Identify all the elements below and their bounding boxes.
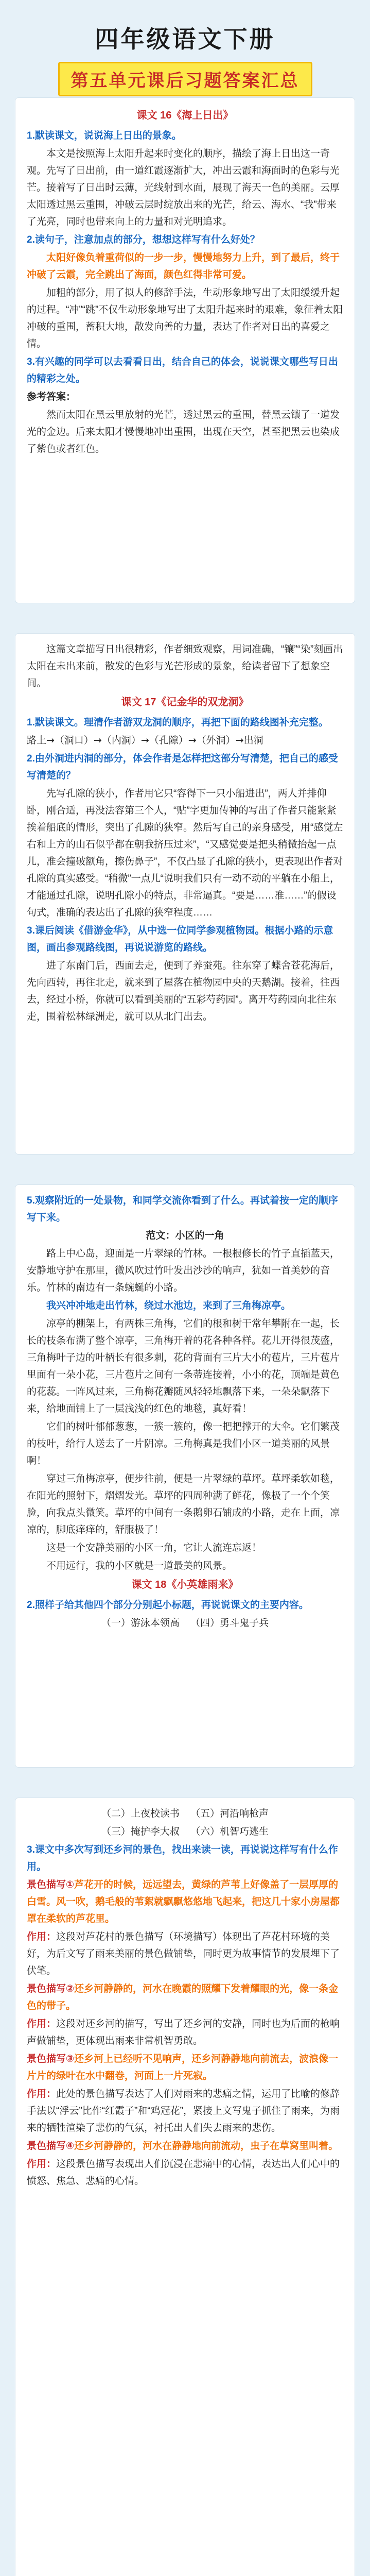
question-3: 3.课文中多次写到还乡河的景色，找出来读一读，再说说这样写有什么作用。 [27,1844,338,1872]
example-title: 范文：小区的一角 [146,1230,224,1241]
subtitle-four: （四）勇斗鬼子兵 [190,1618,269,1629]
example-paragraph-3: 凉亭的棚架上，有两株三角梅，它们的根和树干常年攀附在一起，长长的枝条布满了整个凉亭，三角梅开着的花各种各样。花儿开得很茂盛，三角梅叶子边的叶柄长有很多刺，花的背面有三片大小的苞片，三片苞片里面有一朵小花，三片苞片之间有一条蒂连接着，小小的花，顶端是黄色的花蕊。一阵风过来，三角梅花瓣随风轻轻地飘落下来，一朵朵飘落下来，给地面铺上了一层浅浅的红色的地毯，真好看！ [27,1318,340,1414]
question-5: 5.观察附近的一处景物，和同学交流你看到了什么。再试着按一定的顺序写下来。 [27,1195,338,1223]
header [0,0,370,96]
subtitle-row-3 [27,1823,343,1840]
example-paragraph-1: 路上中心岛，迎面是一片翠绿的竹林。一根根修长的竹子直插蓝天，安静地守护在那里，微风吹过竹叶发出沙沙的响声，犹如一首美妙的音乐。竹林的南边有一条蜿蜒的小路。 [27,1248,340,1293]
page-title: 四年级语文下册 [95,25,275,53]
subtitle-one: （一）游泳本领高 [101,1618,180,1629]
lesson-title-17: 课文 17《记金华的双龙洞》 [121,697,249,708]
card-exercise-5-lesson-18 [15,1185,355,1767]
answer-2: 先写孔隙的狭小，作者用它只“容得下一只小船进出”，两人并排仰卧，刚合适，再没法容第三个人，“贴”字更加传神的写出了作者只能紧紧挨着船底的情形，突出了孔隙的狭窄。然后写自己的亲身感受，用“感觉左右和上方的山石似乎都在朝我挤压过来”，“又感觉要是把头稍微抬起一点儿，准会撞破额角，擦伤鼻子”，不仅凸显了孔隙的狭小，更表现出作者对孔隙的真实感受。“稍微”一点儿“说明我们只有一动不动的平躺在小船上，才能通过孔隙，说明孔隙小的特点，非常逼真。“要是……准……”的假设句式，准确的表达出了孔隙的狭窄程度…… [27,788,343,918]
effect-4: 作用：这段景色描写表现出人们沉浸在悲痛中的心情，表达出人们心中的愤怒、焦急、悲痛的心情。 [27,2159,340,2187]
card-lesson-17 [15,634,355,1154]
example-paragraph-6: 这是一个安静美丽的小区一角，它让人流连忘返！ [46,1543,262,1553]
page-subtitle: 第五单元课后习题答案汇总 [58,62,312,96]
subtitle-five: （五）河沿响枪声 [190,1808,269,1819]
answer-1: 本文是按照海上太阳升起来时变化的顺序，描绘了海上日出这一奇观。先写了日出前，由一道红霞逐渐扩大，冲出云霞和海面时的色彩与光芒。接着写了日出时云薄，光线射到水面，展现了海天一色的美丽。云厚太阳透过黑云重围，冲破云层时绽放出来的光芒，给云、海水、“我”带来了光亮，同时也带来向上的力量和对光明追求。 [27,148,340,227]
question-2-quote: 太阳好像负着重荷似的一步一步，慢慢地努力上升，到了最后，终于冲破了云霞，完全跳出了海面，颜色红得非常可爱。 [27,252,340,280]
scene-1: 景色描写①芦花开的时候，远远望去，黄绿的芦苇上好像盖了一层厚厚的白雪。风一吹，鹅毛般的苇絮就飘飘悠悠地飞起来，把这几十家小房屋都罩在柔软的芦花里。 [27,1879,340,1924]
scene-2: 景色描写②还乡河静静的，河水在晚霞的照耀下发着耀眼的光，像一条金色的带子。 [27,1984,339,2011]
subtitle-two: （二）上夜校读书 [101,1808,180,1819]
question-2: 2.读句子，注意加点的部分，想想这样写有什么好处？ [27,234,260,245]
answer-2: 加粗的部分，用了拟人的修辞手法，生动形象地写出了太阳缓缓升起的过程。“冲”“跳”不仅生动形象地写出了太阳升起来时的艰难，象征着太阳冲破的重围，蓄积大地，散发向善的力量，表达了作者对日出的喜爱之情。 [27,287,343,349]
card-lesson-18-continued [15,1798,355,2576]
example-paragraph-4: 它们的树叶郁郁葱葱，一簇一簇的，像一把把撑开的大伞。它们繁茂的枝叶，给行人送去了一片阴凉。三角梅真是我们小区一道美丽的风景啊！ [27,1421,340,1466]
question-2: 2.照样子给其他四个部分分别起小标题，再说说课文的主要内容。 [27,1600,309,1611]
scene-3: 景色描写③还乡河上已经听不见响声，还乡河静静地向前流去，波浪像一片片的绿叶在水中翻卷，河面上一片死寂。 [27,2054,339,2081]
route-line: 路上→（洞口）→（内洞）→（孔隙）→（外洞）→出洞 [27,735,263,746]
effect-2: 作用：这段对还乡河的描写，写出了还乡河的安静，同时也为后面的枪响声做铺垫，更体现出雨来非常机智勇敢。 [27,2019,340,2046]
subtitle-row-2 [27,1805,343,1822]
question-1: 1.默读课文。理清作者游双龙洞的顺序，再把下面的路线图补充完整。 [27,717,328,728]
subtitle-six: （六）机智巧逃生 [190,1826,269,1837]
example-paragraph-5: 穿过三角梅凉亭，便步往前，便是一片翠绿的草坪。草坪柔软如毯，在阳光的照射下，熠熠发光。草坪的四周种满了鲜花，像极了一个个笑脸，向我点头微笑。草坪的中间有一条鹅卵石铺成的小路，走在上面，凉凉的，脚底痒痒的，舒服极了！ [27,1473,340,1535]
example-paragraph-7: 不用远行，我的小区就是一道最美的风景。 [46,1561,233,1571]
question-3: 3.课后阅读《借游金华》，从中选一位同学参观植物园。根据小路的示意图，画出参观路线图，再说说游览的路线。 [27,925,333,953]
effect-3: 作用：此处的景色描写表达了人们对雨来的悲痛之情，运用了比喻的修辞手法以“浮云”比作“红霞子”和“鸡冠花”，紧接上文写鬼子抓住了雨来，为雨来的牺牲渲染了悲伤的气氛，衬托出人们失去雨来的悲伤。 [27,2089,340,2133]
subtitle-three: （三）掩护李大叔 [101,1826,180,1837]
answer-3: 进了东南门后，西面去走，便到了养蚕苑。往东穿了蝶舍苍花海后，先向西转，再往北走，就来到了屋落在植物园中央的天鹅湖。接着，往西去，经过小桥，你就可以看到美丽的“五彩芍药园”。离开芍药园向北往东走，围着松林绿洲走，就可以从北门出去。 [27,960,340,1022]
reference-answer-label: 参考答案： [27,392,76,402]
answer-3: 然而太阳在黑云里放射的光芒，透过黑云的重围，替黑云镶了一道发光的金边。后来太阳才慢慢地冲出重围，出现在天空，甚至把黑云也染成了紫色或者红色。 [27,410,340,454]
effect-1: 作用：这段对芦花村的景色描写（环境描写）体现出了芦花村环境的美好，为后文写了雨来美丽的景色做铺垫，同时更为故事情节的发展埋下了伏笔。 [27,1931,340,1976]
question-1: 1.默读课文，说说海上日出的景象。 [27,130,182,141]
subtitle-row-1 [27,1615,343,1632]
question-3: 3.有兴趣的同学可以去看看日出，结合自己的体会，说说课文哪些写日出的精彩之处。 [27,357,338,384]
lesson-title-16: 课文 16《海上日出》 [136,110,234,121]
example-paragraph-2: 我兴冲冲地走出竹林，绕过水池边，来到了三角梅凉亭。 [46,1300,291,1311]
card-lesson-16 [15,98,355,603]
lesson-title-18: 课文 18《小英雄雨来》 [131,1579,239,1590]
scene-4: 景色描写④还乡河静静的，河水在静静地向前流动，虫子在草窝里叫着。 [27,2141,339,2151]
intro-text: 这篇文章描写日出很精彩，作者细致观察，用词准确，“镶”“染”刻画出太阳在未出来前，散发的色彩与光芒形成的景象，给读者留下了想象空间。 [27,644,343,689]
question-2: 2.由外洞进内洞的部分，体会作者是怎样把这部分写清楚，把自己的感受写清楚的？ [27,753,338,781]
